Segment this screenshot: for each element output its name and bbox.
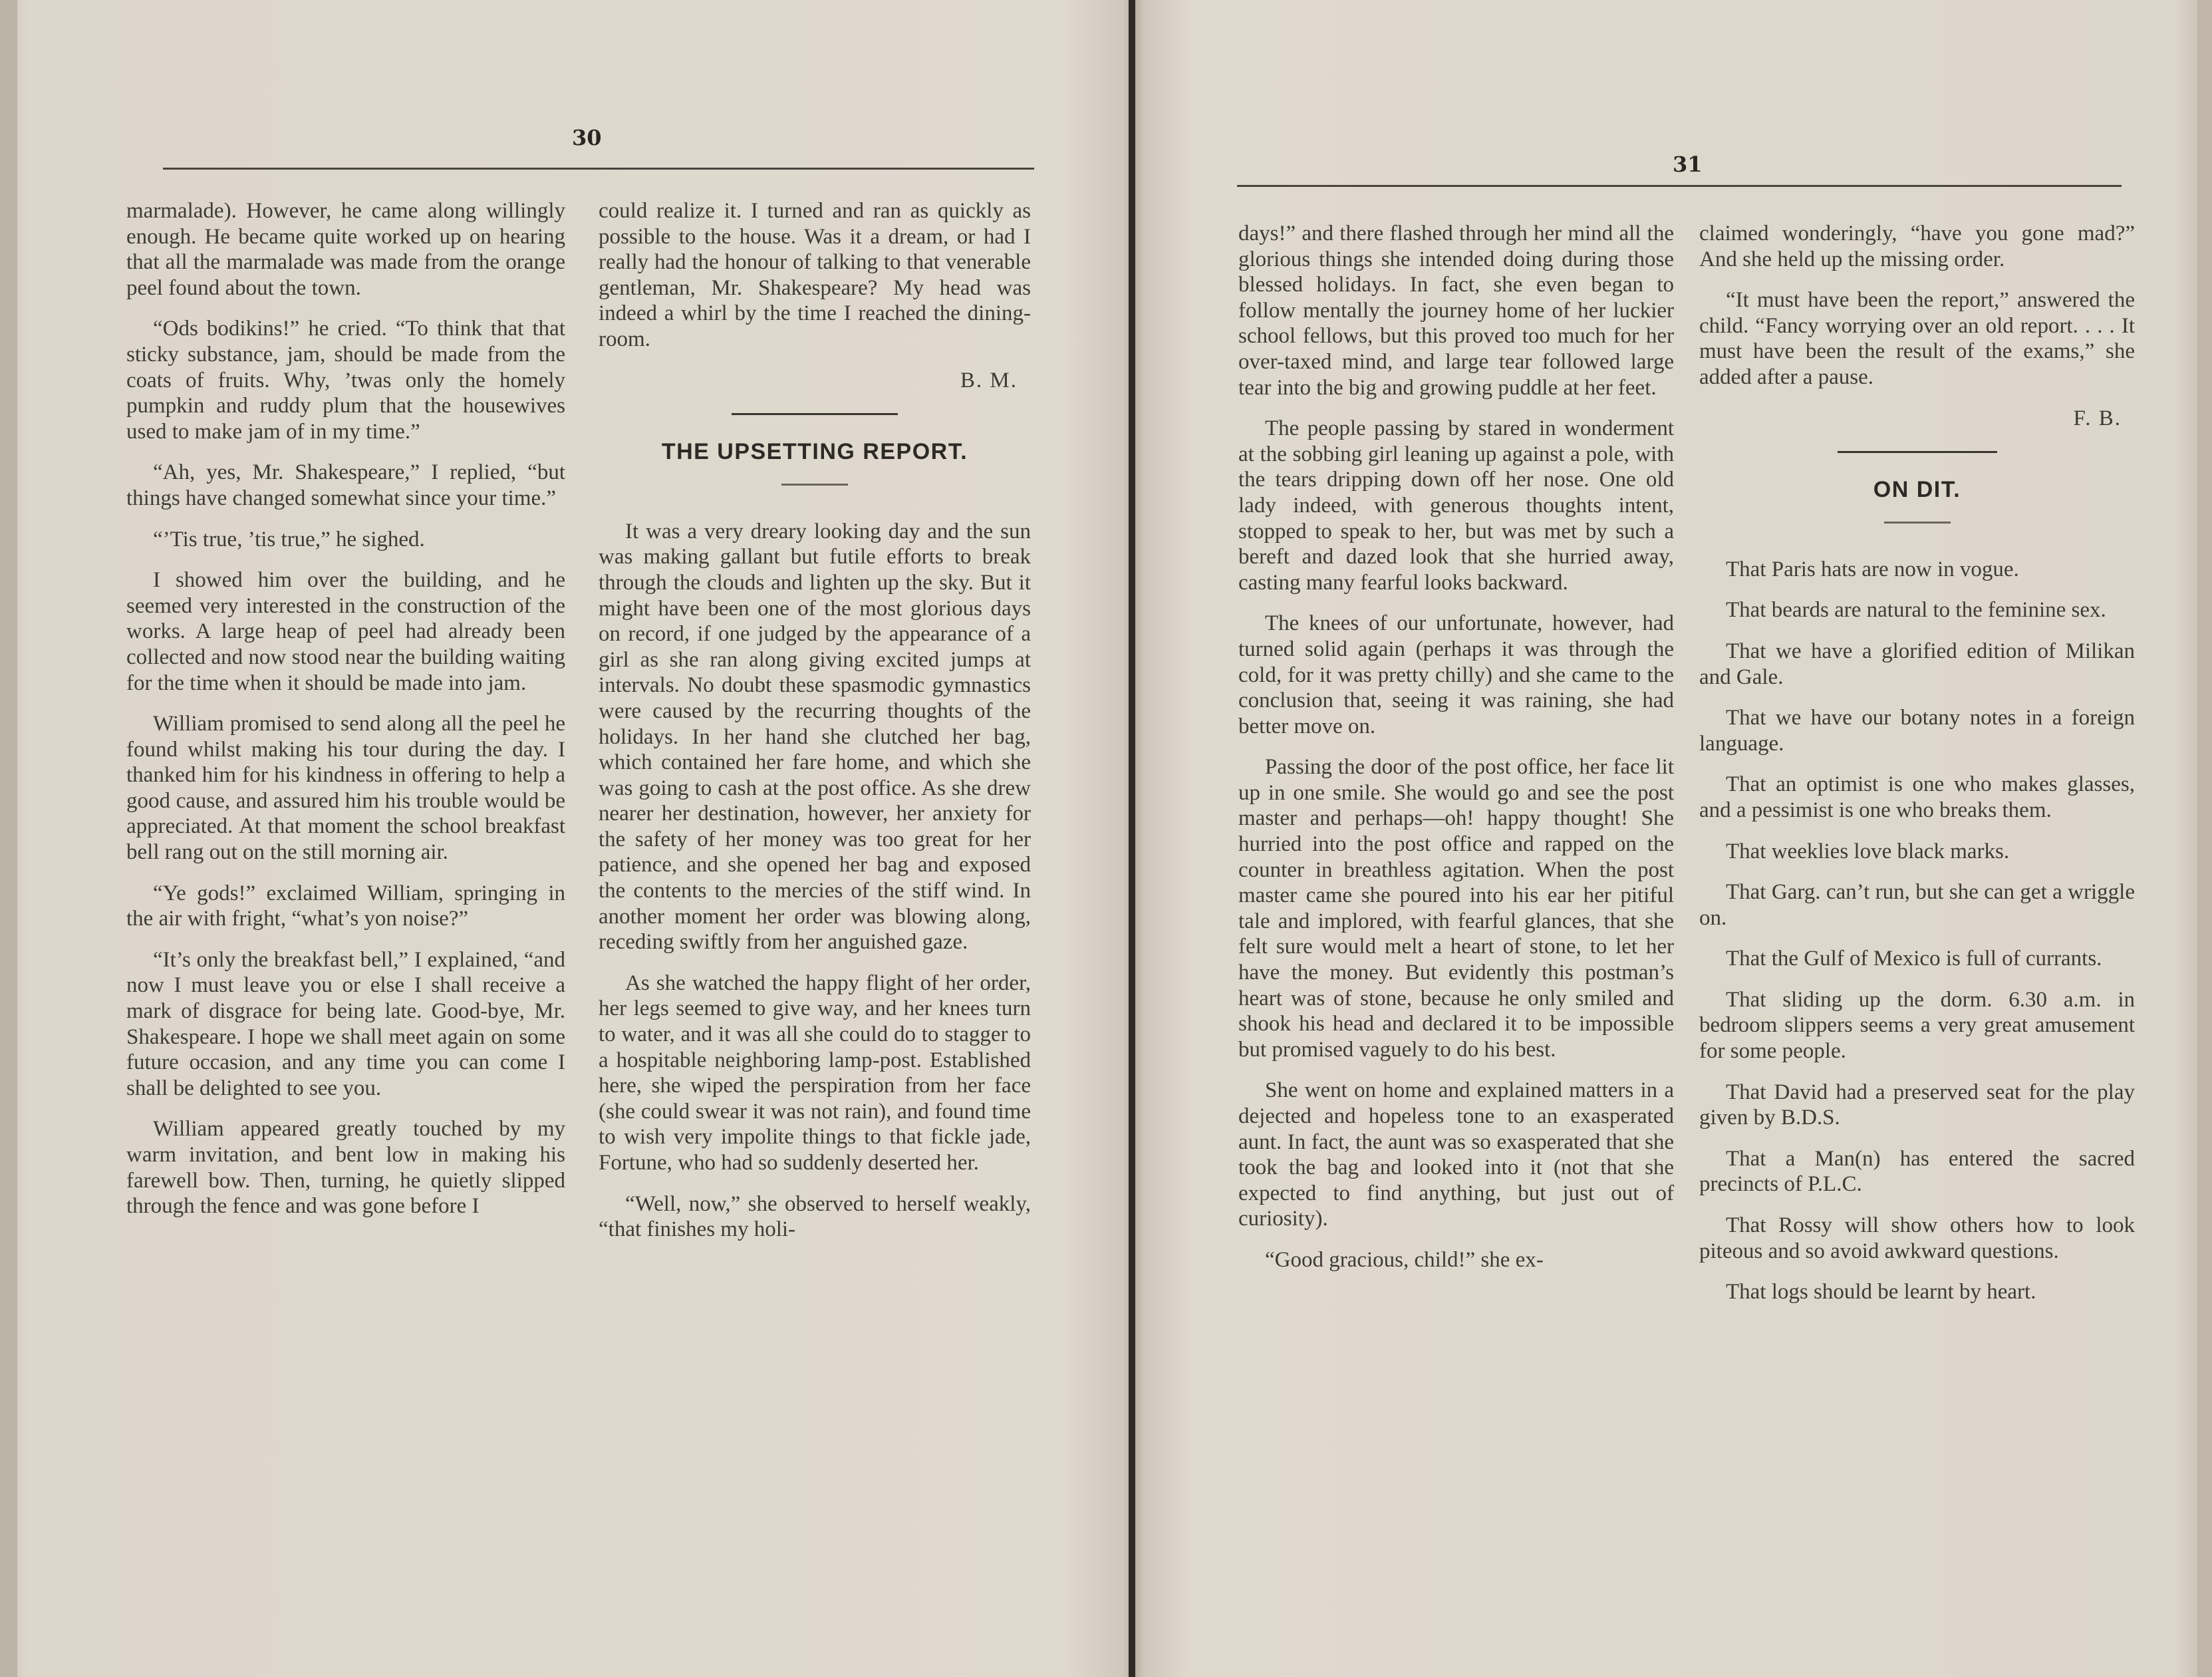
paragraph: days!” and there flashed through her mind all the glorious things she intended doing during those blessed holidays. In fact, she even began to follow mentally the journey home of her luckier school fellows, but this proved too much for her over-taxed mind, and large tear followed large tear into the big and growing puddle at her feet.	[1238, 222, 1674, 400]
paragraph: claimed wonderingly, “have you gone mad?” And she held up the missing order.	[1699, 222, 2135, 271]
paragraph: It was a very dreary looking day and the sun was making gallant but futile efforts to break through the clouds and lighten up the sky. But it might have been one of the most glorious days on record, if one judged by the appearance of a girl as she ran along giving excited jumps at intervals. No doubt these spasmodic gymnastics were caused by the recurring thoughts of the holidays. In her hand she clutched her bag, which contained her fare home, and which she was going to cash at the post office. As she drew nearer her destination, however, her anxiety for the safety of her money was too great for her patience, and she opened her bag and exposed the contents to the mercies of the stiff wind. In another moment her order was blowing along, receding swiftly from her anguished gaze.	[599, 519, 1031, 955]
paragraph: “Ye gods!” exclaimed William, springing in the air with fright, “what’s yon noise?”	[126, 881, 565, 931]
paragraph: “Good gracious, child!” she ex-	[1265, 1247, 1544, 1272]
paragraph: She went on home and explained matters in a dejected and hopeless tone to an exasperated aunt. In fact, the aunt was so exasperated that she took the bag and looked into it (not that she expected to find anything, but just out of curiosity).	[1238, 1078, 1674, 1231]
right-column-1	[1238, 221, 1674, 1289]
binding-gutter	[1129, 0, 1135, 1677]
left-column-2	[599, 198, 1031, 1258]
on-dit-item: That Garg. can’t run, but she can get a wriggle on.	[1699, 880, 2135, 930]
title-underline	[1884, 522, 1951, 524]
on-dit-item: That weeklies love black marks.	[1726, 839, 2010, 863]
left-column-1	[126, 198, 565, 1235]
paragraph: marmalade). However, he came along willingly enough. He became quite worked up on hearing that all the marmalade was made from the orange peel found about the town.	[126, 199, 565, 300]
paragraph: I showed him over the building, and he seemed very interested in the construction of the works. A large heap of peel had already been collected and now stood near the building waiting for the time when it should be made into jam.	[126, 568, 565, 695]
on-dit-item: That David had a preserved seat for the play given by B.D.S.	[1699, 1080, 2135, 1130]
right-page-edge	[2197, 0, 2212, 1677]
paragraph: “Ah, yes, Mr. Shakespeare,” I replied, “but things have changed somewhat since your time.”	[126, 460, 565, 510]
on-dit-item: That a Man(n) has entered the sacred precincts of P.L.C.	[1699, 1146, 2135, 1197]
page-number-left: 30	[572, 125, 602, 150]
on-dit-item: That logs should be learnt by heart.	[1726, 1280, 2036, 1304]
title-underline	[781, 484, 848, 486]
on-dit-item: That we have a glorified edition of Milikan and Gale.	[1699, 639, 2135, 689]
paragraph: The knees of our unfortunate, however, had turned solid again (perhaps it was through the cold, for it was pretty chilly) and she came to the conclusion that, seeing it was raining, she had better move on.	[1238, 611, 1674, 738]
paragraph: As she watched the happy flight of her order, her legs seemed to give way, and her knees turn to water, and it was all she could do to stagger to a hospitable neighboring lamp-post. Established here, she wiped the perspiration from her face (she could swear it was not rain), and found time to wish very impolite things to that fickle jade, Fortune, who had so suddenly deserted her.	[599, 971, 1031, 1175]
paragraph: “Ods bodikins!” he cried. “To think that that sticky substance, jam, should be made from the coats of fruits. Why, ’twas only the homely pumpkin and ruddy plum that the housewives used to make jam of in my time.”	[126, 317, 565, 444]
on-dit-item: That beards are natural to the feminine sex.	[1726, 598, 2106, 623]
paragraph: “It must have been the report,” answered the child. “Fancy worrying over an old report. . . . It must have been the result of the exams,” she added after a pause.	[1699, 288, 2135, 389]
left-page-edge	[0, 0, 17, 1677]
section-divider	[1838, 451, 1997, 453]
author-signature: F. B.	[2073, 406, 2122, 430]
on-dit-item: That the Gulf of Mexico is full of currants.	[1726, 947, 2102, 971]
right-column-2	[1699, 221, 2135, 1320]
paragraph: “’Tis true, ’tis true,” he sighed.	[153, 527, 425, 551]
on-dit-item: That Paris hats are now in vogue.	[1726, 557, 2019, 581]
header-rule-left	[163, 168, 1034, 170]
paragraph: Passing the door of the post office, her face lit up in one smile. She would go and see the post master and perhaps—oh! happy thought! She hurried into the post office and rapped on the counter in breathless agitation. When the post master came she poured into his ear her pitiful tale and implored, with fearful glances, that she felt sure would melt a heart of stone, to let her have the money. But evidently this postman’s heart was of stone, because he only smiled and shook his head and declared it to be impossible but promised vaguely to do his best.	[1238, 755, 1674, 1062]
paragraph: “It’s only the breakfast bell,” I explained, “and now I must leave you or else I shall receive a mark of disgrace for being late. Good-bye, Mr. Shakespeare. I hope we shall meet again on some future occasion, and any time you can come I shall be delighted to see you.	[126, 947, 565, 1100]
section-title: ON DIT.	[1873, 477, 1961, 503]
paragraph: William promised to send along all the peel he found whilst making his tour during the day. I thanked him for his kindness in offering to help a good cause, and assured him his trouble would be appreciated. At that moment the school breakfast bell rang out on the still morning air.	[126, 712, 565, 865]
article-title: THE UPSETTING REPORT.	[661, 439, 968, 465]
on-dit-item: That sliding up the dorm. 6.30 a.m. in bedroom slippers seems a very great amusement for some people.	[1699, 987, 2135, 1064]
paragraph: could realize it. I turned and ran as quickly as possible to the house. Was it a dream, or had I really had the honour of talking to that venerable gentleman, Mr. Shakespeare? My head was indeed a whirl by the time I reached the dining-room.	[599, 199, 1031, 351]
on-dit-item: That an optimist is one who makes glasses, and a pessimist is one who breaks them.	[1699, 772, 2135, 822]
header-rule-right	[1237, 185, 2122, 187]
paragraph: The people passing by stared in wonderment at the sobbing girl leaning up against a pole, with the tears dripping down off her nose. One old lady indeed, with generous thoughts intent, stopped to speak to her, but was met by such a bereft and dazed look that she hurried away, casting many fearful looks backward.	[1238, 416, 1674, 595]
on-dit-item: That we have our botany notes in a foreign language.	[1699, 706, 2135, 756]
paragraph: William appeared greatly touched by my warm invitation, and bent low in making his farewell bow. Then, turning, he quietly slipped through the fence and was gone before I	[126, 1117, 565, 1219]
on-dit-item: That Rossy will show others how to look piteous and so avoid awkward questions.	[1699, 1213, 2135, 1263]
page-number-right: 31	[1673, 152, 1703, 177]
paragraph: “Well, now,” she observed to herself weakly, “that finishes my holi-	[599, 1191, 1031, 1242]
article-divider	[732, 413, 898, 415]
author-signature: B. M.	[960, 368, 1018, 392]
